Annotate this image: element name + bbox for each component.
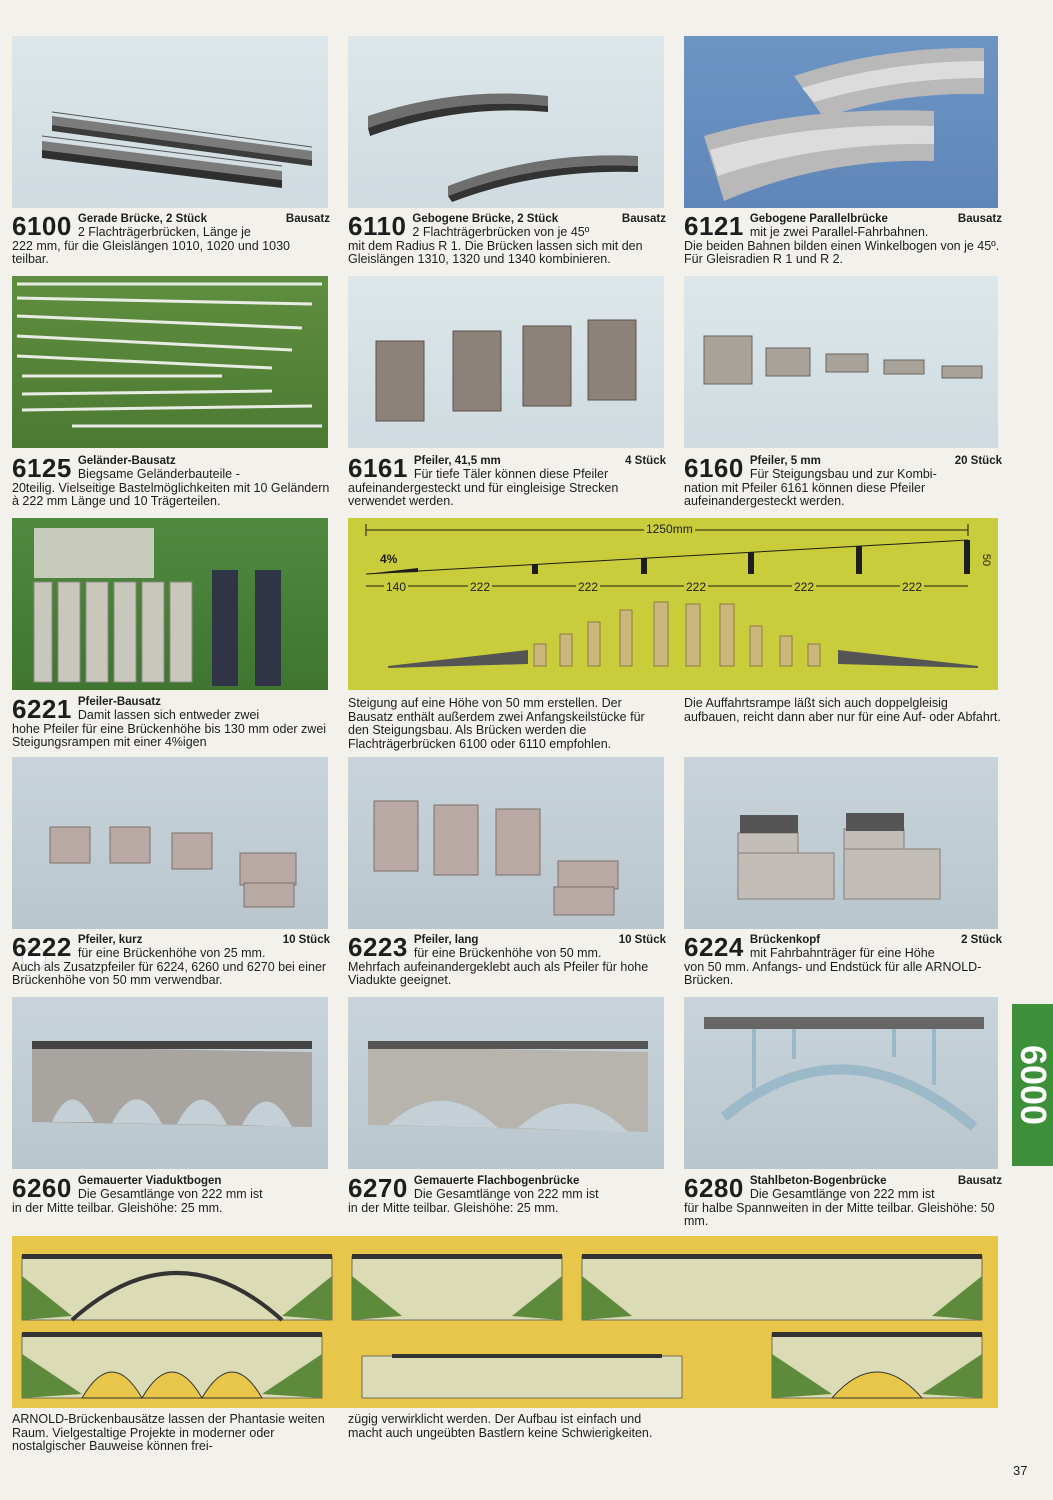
item-number: 6224 — [684, 932, 744, 962]
item-title: Gebogene Parallelbrücke — [749, 213, 888, 225]
parallel-bridge-illustration — [684, 36, 998, 208]
item-number: 6125 — [12, 453, 72, 483]
item-title: Gerade Brücke, 2 Stück — [77, 213, 207, 225]
item-desc: Die Gesamtlänge von 222 mm ist — [749, 1187, 935, 1201]
item-title: Pfeiler, kurz — [77, 934, 143, 946]
item-tag: 10 Stück — [282, 934, 330, 946]
item-tag: 10 Stück — [618, 934, 666, 946]
page-number: 37 — [1013, 1463, 1028, 1478]
diagram-segment-5: 222 — [794, 580, 815, 594]
section-tab-label: 6000 — [1012, 1044, 1053, 1126]
item-desc: Damit lassen sich entweder zwei — [77, 708, 260, 722]
item-desc-cont: in der Mitte teilbar. Gleishöhe: 25 mm. — [12, 1200, 223, 1215]
photo-6223 — [348, 757, 664, 929]
item-desc: Für Steigungsbau und zur Kombi- — [749, 467, 937, 481]
item-6160 — [684, 455, 1002, 509]
item-desc: Die Gesamtlänge von 222 mm ist — [413, 1187, 599, 1201]
item-6121 — [684, 213, 1002, 267]
tall-piers-illustration — [348, 757, 664, 929]
item-desc: für eine Brückenhöhe von 50 mm. — [413, 946, 602, 960]
item-6125 — [12, 455, 330, 509]
item-6100 — [12, 213, 330, 267]
item-number: 6280 — [684, 1173, 744, 1203]
item-number: 6160 — [684, 453, 744, 483]
item-desc: mit Fahrbahnträger für eine Höhe — [749, 946, 935, 960]
section-tab — [1012, 1004, 1053, 1166]
item-title: Pfeiler, lang — [413, 934, 479, 946]
photo-6125 — [12, 276, 328, 448]
item-6161 — [348, 455, 666, 509]
item-tag: Bausatz — [957, 213, 1002, 225]
item-tag: Bausatz — [621, 213, 666, 225]
photo-6121 — [684, 36, 998, 208]
item-number: 6222 — [12, 932, 72, 962]
item-number: 6100 — [12, 211, 72, 241]
item-tag: 2 Stück — [961, 934, 1002, 946]
diagram-segment-6: 222 — [902, 580, 923, 594]
diagram-segment-2: 222 — [470, 580, 491, 594]
ramp-diagram — [348, 518, 998, 690]
item-title: Gemauerter Viaduktbogen — [77, 1175, 222, 1187]
diagram-height: 50 — [980, 553, 993, 567]
photo-6161 — [348, 276, 664, 448]
item-number: 6161 — [348, 453, 408, 483]
item-6223 — [348, 934, 666, 988]
item-desc-cont: Mehrfach aufeinandergeklebt auch als Pfeiler für hohe Viadukte geeignet. — [348, 959, 649, 987]
item-tag: Bausatz — [285, 213, 330, 225]
pier-kit-illustration — [12, 518, 328, 690]
ramp-diagram-graphic — [348, 518, 998, 690]
item-title: Pfeiler-Bausatz — [77, 696, 161, 708]
item-title: Stahlbeton-Bogenbrücke — [749, 1175, 887, 1187]
item-tag: 4 Stück — [625, 455, 666, 467]
item-desc-cont: mit dem Radius R 1. Die Brücken lassen sich mit den Gleislängen 1310, 1320 und 1340 kombinieren. — [348, 238, 643, 266]
curved-bridges-illustration — [348, 36, 664, 208]
item-desc-cont: 20teilig. Vielseitige Bastelmöglichkeiten mit 10 Geländern à 222 mm Länge und 10 Trägerteilen. — [12, 480, 330, 508]
concrete-arch-bridge-illustration — [684, 997, 998, 1169]
item-desc: für eine Brückenhöhe von 25 mm. — [77, 946, 266, 960]
item-6270 — [348, 1175, 666, 1215]
item-6221 — [12, 696, 330, 750]
bridge-scenes-illustration — [12, 1236, 998, 1408]
ramp-text-right: Die Auffahrtsrampe läßt sich auch doppelgleisig aufbauen, reicht dann aber nur für eine Auf- oder Abfahrt. — [684, 696, 1001, 724]
photo-6110 — [348, 36, 664, 208]
item-desc-cont: nation mit Pfeiler 6161 können diese Pfeiler aufeinandergesteckt werden. — [684, 480, 926, 508]
item-desc-cont: Die beiden Bahnen bilden einen Winkelbogen von je 45º. Für Gleisradien R 1 und R 2. — [684, 238, 1000, 266]
item-desc: Die Gesamtlänge von 222 mm ist — [77, 1187, 263, 1201]
item-title: Pfeiler, 5 mm — [749, 455, 821, 467]
item-6110 — [348, 213, 666, 267]
photo-6160 — [684, 276, 998, 448]
diagram-segment-4: 222 — [686, 580, 707, 594]
item-tag: Bausatz — [957, 1175, 1002, 1187]
straight-bridges-illustration — [12, 36, 328, 208]
item-desc-cont: aufeinandergesteckt und für eingleisige Strecken verwendet werden. — [348, 480, 619, 508]
railings-illustration — [12, 276, 328, 448]
item-number: 6260 — [12, 1173, 72, 1203]
photo-6224 — [684, 757, 998, 929]
item-desc: 2 Flachträgerbrücken von je 45º — [412, 225, 590, 239]
item-6280 — [684, 1175, 1002, 1229]
item-6224 — [684, 934, 1002, 988]
item-title: Pfeiler, 41,5 mm — [413, 455, 501, 467]
item-title: Gemauerte Flachbogenbrücke — [413, 1175, 580, 1187]
short-piers-illustration — [12, 757, 328, 929]
photo-6222 — [12, 757, 328, 929]
flat-arch-bridge-illustration — [348, 997, 664, 1169]
photo-6221 — [12, 518, 328, 690]
bridge-scenes-graphic — [12, 1236, 998, 1408]
item-desc-cont: hohe Pfeiler für eine Brückenhöhe bis 130 mm oder zwei Steigungsrampen mit einer 4%igen — [12, 721, 327, 749]
piers-short-illustration — [684, 276, 998, 448]
item-number: 6221 — [12, 694, 72, 724]
diagram-segment-3: 222 — [578, 580, 599, 594]
piers-tall-illustration — [348, 276, 664, 448]
item-desc: mit je zwei Parallel-Fahrbahnen. — [749, 225, 929, 239]
photo-6260 — [12, 997, 328, 1169]
photo-6280 — [684, 997, 998, 1169]
item-desc: Für tiefe Täler können diese Pfeiler — [413, 467, 609, 481]
diagram-segment-1: 140 — [386, 580, 407, 594]
item-number: 6110 — [348, 211, 407, 241]
item-title: Gebogene Brücke, 2 Stück — [412, 213, 559, 225]
diagram-grade: 4% — [380, 552, 398, 566]
footer-text-left: ARNOLD-Brückenbausätze lassen der Phantasie weiten Raum. Vielgestaltige Projekte in moderner oder nostalgischer Bauweise können frei- — [12, 1412, 325, 1453]
item-tag: 20 Stück — [954, 455, 1002, 467]
photo-6100 — [12, 36, 328, 208]
bridge-heads-illustration — [684, 757, 998, 929]
photo-6270 — [348, 997, 664, 1169]
ramp-text-middle: Steigung auf eine Höhe von 50 mm erstellen. Der Bausatz enthält außerdem zwei Anfangskeilstücke für den Steigungsbau. Als Brücken werden die Flachträgerbrücken 6100 oder 6110 empfohlen. — [348, 696, 645, 751]
item-6222 — [12, 934, 330, 988]
item-desc-cont: Auch als Zusatzpfeiler für 6224, 6260 und 6270 bei einer Brückenhöhe von 50 mm verwendbar. — [12, 959, 327, 987]
footer-text-right: zügig verwirklicht werden. Der Aufbau ist einfach und macht auch ungeübten Bastlern keine Schwierigkeiten. — [348, 1412, 653, 1440]
item-number: 6121 — [684, 211, 744, 241]
item-desc-cont: in der Mitte teilbar. Gleishöhe: 25 mm. — [348, 1200, 559, 1215]
item-number: 6223 — [348, 932, 408, 962]
item-title: Brückenkopf — [749, 934, 821, 946]
item-desc-cont: 222 mm, für die Gleislängen 1010, 1020 und 1030 teilbar. — [12, 238, 290, 266]
item-desc-cont: für halbe Spannweiten in der Mitte teilbar. Gleishöhe: 50 mm. — [684, 1200, 995, 1228]
item-desc: 2 Flachträgerbrücken, Länge je — [77, 225, 251, 239]
viaduct-illustration — [12, 997, 328, 1169]
diagram-total-length: 1250mm — [646, 522, 693, 536]
item-desc-cont: von 50 mm. Anfangs- und Endstück für alle ARNOLD-Brücken. — [684, 959, 982, 987]
item-number: 6270 — [348, 1173, 408, 1203]
item-title: Geländer-Bausatz — [77, 455, 176, 467]
item-6260 — [12, 1175, 330, 1215]
item-desc: Biegsame Geländerbauteile - — [77, 467, 240, 481]
